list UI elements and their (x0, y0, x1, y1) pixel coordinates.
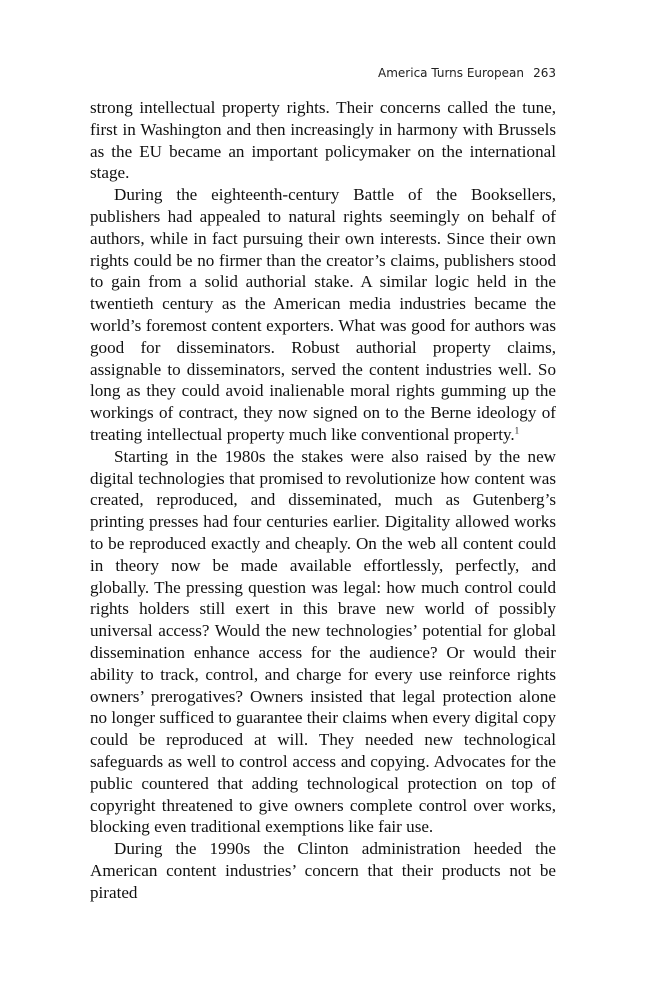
page-number: 263 (533, 66, 556, 80)
paragraph (90, 838, 556, 903)
footnote-marker[interactable]: 1 (514, 425, 520, 436)
paragraph-text: Starting in the 1980s the stakes were also raised by the new digital technologies that promised to revolutionize how content was created, reproduced, and disseminated, much as Gutenberg’s printing presses had four centuries earlier. Digitality allowed works to be reproduced exactly and cheaply. On the web all content could in theory now be made available effortlessly, perfectly, and globally. The pressing question was legal: how much control could rights holders still exert in this brave new world of possibly universal access? Would the new technologies’ potential for global dissemination enhance access for the audience? Or would their ability to track, control, and charge for every use reinforce rights owners’ prerogatives? Owners insisted that legal protection alone no longer sufficed to guarantee their claims when every digital copy could be reproduced at will. They needed new technological safeguards as well to control access and copying. Advocates for the public countered that adding technological protection on top of copyright threatened to give owners complete control over works, blocking even traditional exemptions like fair use. (90, 446, 556, 837)
paragraph (90, 184, 556, 446)
running-head-title: America Turns European (378, 66, 524, 80)
paragraph-text: strong intellectual property rights. Their concerns called the tune, first in Washington and then increasingly in harmony with Brussels as the EU became an important policymaker on the international stage. (90, 98, 556, 183)
paragraph (90, 446, 556, 838)
paragraph-text: During the eighteenth-century Battle of the Booksellers, publishers had appealed to natural rights seemingly on behalf of authors, while in fact pursuing their own interests. Since their own rights could be no firmer than the creator’s claims, publishers stood to gain from a solid authorial stake. A similar logic held in the twentieth century as the American media industries became the world’s foremost content exporters. What was good for authors was good for disseminators. Robust authorial property claims, assignable to disseminators, served the content industries well. So long as they could avoid inalienable moral rights gumming up the workings of contract, they now signed on to the Berne ideology of treating intellectual property much like conventional property. (90, 185, 556, 444)
body-text (90, 97, 556, 903)
paragraph (90, 97, 556, 184)
paragraph-text: During the 1990s the Clinton administration heeded the American content industries’ concern that their products not be pirated (90, 839, 556, 902)
running-head (90, 66, 556, 86)
